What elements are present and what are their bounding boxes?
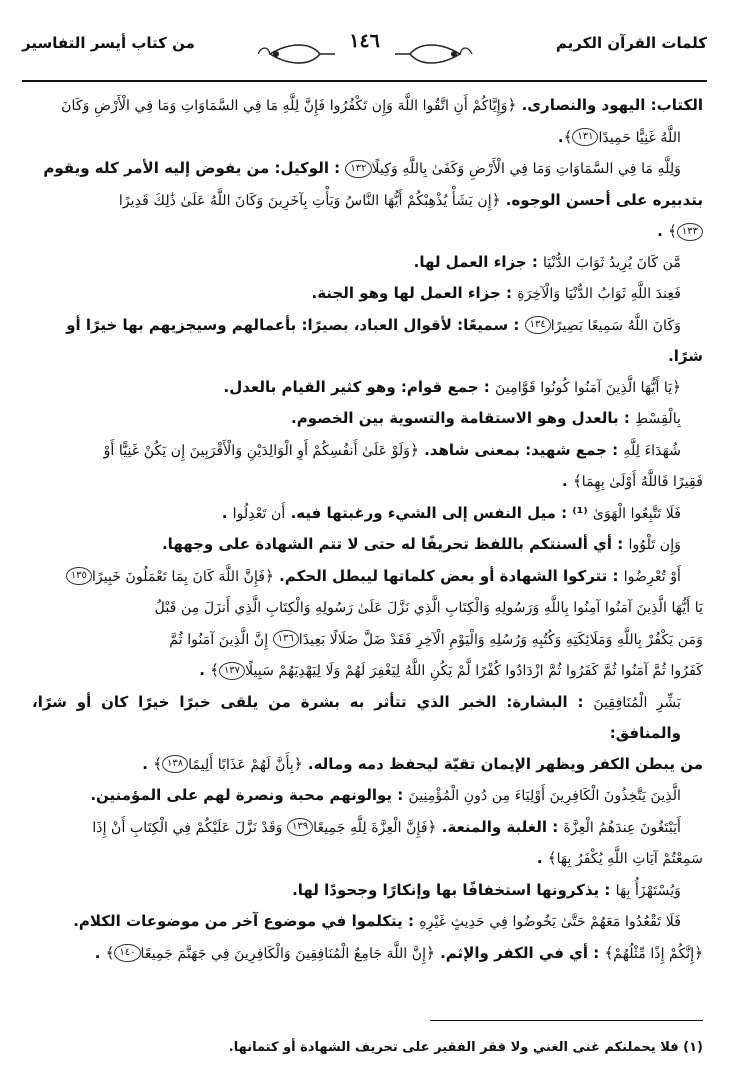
text-line — [32, 90, 703, 122]
quran-text: وَكَانَ اللَّهُ سَمِيعًا بَصِيرًا — [550, 317, 681, 334]
ayah-number: ١٣٦ — [273, 630, 299, 648]
text-line — [32, 247, 703, 279]
quran-text: وَقَدْ نَزَّلَ عَلَيْكُمْ فِي الْكِتَابِ أَنْ إِذَا — [92, 819, 288, 836]
text-line — [32, 843, 703, 875]
quran-bracket: ﴾ — [572, 472, 582, 490]
quran-text: بِالْقِسْطِ — [635, 411, 681, 427]
commentary-text: : يتكلموا في موضوع آخر من موضوعات الكلام. — [73, 912, 420, 930]
quran-bracket: ﴿ — [265, 566, 274, 585]
quran-text: يَا أَيُّهَا الَّذِينَ آمَنُوا كُونُوا قَوَّامِينَ — [495, 379, 673, 396]
quran-bracket: ﴿ — [293, 754, 303, 773]
quran-text: كَفَرُوا ثُمَّ آمَنُوا ثُمَّ كَفَرُوا ثُمَّ ازْدَادُوا كُفْرًا لَّمْ يَكُنِ اللَّهُ لِيَغْفِرَ لَهُمْ وَلَا لِيَهْدِيَهُمْ سَبِيلًا — [245, 663, 703, 679]
text-line — [32, 185, 703, 217]
text-line — [32, 687, 703, 749]
commentary-text: . — [94, 943, 106, 962]
quran-text: شُهَدَاءَ لِلَّهِ — [623, 442, 681, 459]
page-header — [22, 30, 707, 76]
ayah-number: ١٣٩ — [287, 818, 313, 836]
quran-bracket: ﴾ — [105, 943, 115, 962]
commentary-text: . — [221, 503, 233, 522]
quran-bracket: ﴾ — [547, 849, 557, 867]
header-rule — [22, 80, 707, 82]
quran-text: بَشِّرِ الْمُنَافِقِينَ — [593, 694, 681, 711]
quran-bracket: ﴾ — [668, 222, 677, 240]
quran-text: سَمِعْتُمْ آيَاتِ اللَّهِ يُكْفَرُ بِهَا — [556, 851, 703, 867]
commentary-text: : يذكرونها استخفافًا بها وإنكارًا وجحودًا لها. — [292, 880, 616, 899]
commentary-text: : جمع شهيد: بمعنى شاهد. — [418, 440, 624, 459]
quran-text: يَا أَيُّهَا الَّذِينَ آمَنُوا آمِنُوا بِاللَّهِ وَرَسُولِهِ وَالْكِتَابِ الَّذِي نَزَّلَ عَلَىٰ رَسُولِهِ وَالْكِتَابِ الَّذِي أَنزَلَ مِن قَبْلُ — [154, 600, 703, 616]
quran-text: إِنَّ اللَّهَ جَامِعُ الْمُنَافِقِينَ وَالْكَافِرِينَ فِي جَهَنَّمَ جَمِيعًا — [140, 945, 427, 962]
commentary-text: . — [142, 754, 154, 773]
quran-bracket: ﴿ — [507, 96, 517, 114]
text-line — [32, 780, 703, 812]
quran-bracket: ﴿ — [491, 190, 501, 209]
text-line — [32, 153, 703, 185]
quran-text: بِأَنَّ لَهُمْ عَذَابًا أَلِيمًا — [188, 756, 294, 773]
quran-bracket: ﴾ — [153, 754, 162, 773]
ayah-number: ١٣١ — [572, 128, 598, 146]
quran-text: وَلَوْ عَلَىٰ أَنفُسِكُمْ أَوِ الْوَالِدَيْنِ وَالْأَقْرَبِينَ إِن يَكُنْ غَنِيًّا أَوْ — [103, 442, 411, 459]
ayah-number: ١٣٨ — [162, 755, 188, 773]
commentary-text: ⁽¹⁾ : ميل النفس إلى الشيء ورغبتها فيه. — [285, 503, 593, 522]
text-line — [32, 278, 703, 310]
ayah-number: ١٣٢ — [345, 160, 371, 178]
commentary-text: : تتركوا الشهادة أو بعض كلماتها ليبطل الحكم. — [273, 566, 624, 585]
commentary-text: : البشارة: الخبر الذي تتأثر به بشرة من يلقى خبرًا خيرًا كان أو شرًا، والمنافق: — [32, 692, 681, 742]
quran-text: وَإِيَّاكُمْ أَنِ اتَّقُوا اللَّهَ وَإِن تَكْفُرُوا فَإِنَّ لِلَّهِ مَا فِي السَّمَاوَاتِ وَمَا فِي الْأَرْضِ وَكَانَ — [61, 98, 508, 114]
text-line — [32, 624, 703, 656]
text-line — [32, 875, 703, 907]
commentary-text: . — [657, 222, 669, 240]
quran-text: وَإِن تَلْوُوا — [628, 537, 681, 553]
commentary-text: بتدبيره على أحسن الوجوه. — [500, 190, 703, 209]
page-content — [32, 90, 703, 969]
ayah-number: ١٣٤ — [525, 316, 551, 334]
text-line — [32, 216, 703, 247]
quran-text: وَمَن يَكْفُرْ بِاللَّهِ وَمَلَائِكَتِهِ وَكُتُبِهِ وَرُسُلِهِ وَالْيَوْمِ الْآخِرِ فَقَدْ ضَلَّ ضَلَالًا بَعِيدًا — [298, 631, 703, 648]
text-line — [32, 372, 703, 404]
page-number: ١٤٦ — [349, 30, 380, 52]
source-title: من كتاب أيسر التفاسير — [22, 34, 195, 52]
commentary-text: : يوالونهم محبة ونصرة لهم على المؤمنين. — [90, 786, 409, 804]
footnote: (١) فلا يحملنكم غنى الغني ولا فقر الفقير على تحريف الشهادة أو كتمانها. — [228, 1040, 703, 1055]
commentary-text: : بالعدل وهو الاستقامة والتسوية بين الخصوم. — [291, 409, 636, 427]
quran-text: وَيُسْتَهْزَأُ بِهَا — [615, 882, 681, 899]
quran-bracket: ﴿ — [410, 440, 419, 459]
text-line — [32, 906, 703, 938]
ayah-number: ١٣٧ — [219, 662, 245, 680]
text-line — [32, 938, 703, 970]
commentary-text: . — [199, 661, 211, 679]
commentary-text: : جمع قوام: وهو كثير القيام بالعدل. — [223, 377, 496, 396]
quran-text: وَلِلَّهِ مَا فِي السَّمَاوَاتِ وَمَا فِي الْأَرْضِ وَكَفَىٰ بِاللَّهِ وَكِيلًا — [371, 161, 681, 177]
commentary-text: من يبطن الكفر ويظهر الإيمان تقيّة ليحفظ دمه وماله. — [302, 754, 703, 773]
quran-bracket: ﴿ — [694, 943, 703, 962]
quran-text: فَعِندَ اللَّهِ ثَوَابُ الدُّنْيَا وَالْآخِرَةِ — [517, 286, 681, 302]
quran-text: فَقِيرًا فَاللَّهُ أَوْلَىٰ بِهِمَا — [581, 474, 703, 490]
quran-bracket: ﴿ — [672, 377, 681, 396]
text-line — [32, 122, 703, 154]
quran-text: اللَّهُ غَنِيًّا حَمِيدًا — [598, 129, 681, 146]
commentary-text: : أي ألسنتكم باللفظ تحريفًا له حتى لا تتم الشهادة على وجهها. — [161, 535, 629, 553]
quran-text: إِن يَشَأْ يُذْهِبْكُمْ أَيُّهَا النَّاسُ وَيَأْتِ بِآخَرِينَ وَكَانَ اللَّهُ عَلَىٰ ذَٰلِكَ قَدِيرًا — [118, 192, 492, 209]
book-title: كلمات القرآن الكريم — [555, 34, 707, 52]
commentary-text: : سميعًا: لأقوال العباد، بصيرًا: بأعمالهم وسيجزيهم بها خيرًا أو — [66, 315, 525, 334]
text-line — [32, 466, 703, 498]
commentary-text: : جزاء العمل لها. — [413, 252, 544, 271]
commentary-text: شرًا. — [668, 347, 703, 365]
text-line — [32, 561, 703, 593]
commentary-text: الكتاب: اليهود والنصارى. — [516, 96, 703, 114]
commentary-text: : جزاء العمل لها وهو الجنة. — [311, 284, 518, 302]
commentary-text: : الغلبة والمنعة. — [436, 817, 564, 836]
quran-text: فَلَا تَتَّبِعُوا الْهَوَىٰ — [592, 505, 681, 522]
quran-text: أَن تَعْدِلُوا — [232, 505, 286, 522]
commentary-text: . — [562, 472, 573, 490]
quran-bracket: ﴾ — [604, 943, 614, 962]
text-line — [32, 341, 703, 372]
quran-text: فَلَا تَقْعُدُوا مَعَهُمْ حَتَّىٰ يَخُوضُوا فِي حَدِيثٍ غَيْرِهِ — [419, 914, 681, 930]
quran-text: الَّذِينَ يَتَّخِذُونَ الْكَافِرِينَ أَوْلِيَاءَ مِن دُونِ الْمُؤْمِنِينَ — [408, 788, 681, 804]
text-line — [32, 310, 703, 342]
quran-bracket: ﴿ — [427, 817, 437, 836]
quran-text: إِنَّكُمْ إِذًا مِّثْلُهُمْ — [613, 945, 695, 962]
quran-bracket: ﴾ — [563, 127, 573, 146]
commentary-text: . — [557, 127, 564, 146]
commentary-text: . — [536, 849, 548, 867]
quran-text: أَيَبْتَغُونَ عِندَهُمُ الْعِزَّةَ — [563, 819, 681, 836]
quran-bracket: ﴿ — [426, 943, 435, 962]
text-line — [32, 592, 703, 624]
quran-text: إِنَّ الَّذِينَ آمَنُوا ثُمَّ — [169, 631, 273, 648]
footnote-rule — [430, 1020, 703, 1021]
quran-text: فَإِنَّ اللَّهَ كَانَ بِمَا تَعْمَلُونَ خَبِيرًا — [91, 568, 266, 585]
ayah-number: ١٣٣ — [677, 223, 703, 241]
quran-text: أَوْ تُعْرِضُوا — [623, 568, 681, 585]
quran-text: مَّن كَانَ يُرِيدُ ثَوَابَ الدُّنْيَا — [543, 254, 681, 271]
quran-bracket: ﴾ — [210, 661, 219, 679]
text-line — [32, 655, 703, 687]
text-line — [32, 529, 703, 561]
text-line — [32, 403, 703, 435]
ayah-number: ١٤٠ — [114, 944, 140, 962]
commentary-text: : الوكيل: من يفوض إليه الأمر كله ويقوم — [43, 159, 346, 177]
text-line — [32, 435, 703, 467]
text-line — [32, 812, 703, 844]
text-line — [32, 498, 703, 530]
ayah-number: ١٣٥ — [66, 567, 92, 585]
quran-text: فَإِنَّ الْعِزَّةَ لِلَّهِ جَمِيعًا — [313, 819, 428, 836]
text-line — [32, 749, 703, 781]
commentary-text: : أي في الكفر والإثم. — [434, 943, 605, 962]
